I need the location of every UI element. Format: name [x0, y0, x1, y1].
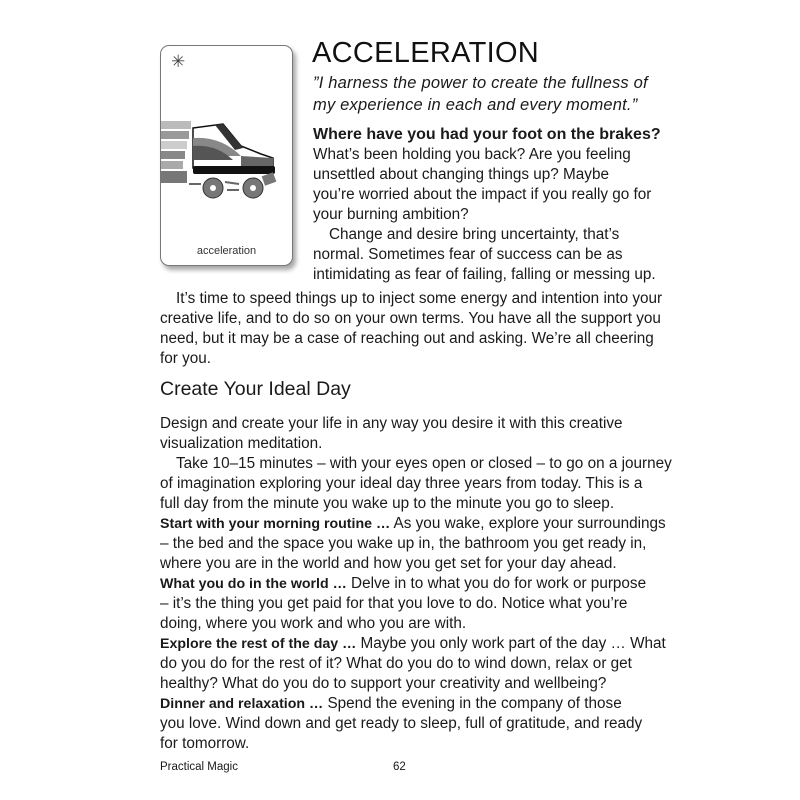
line-text: – the bed and the space you wake up in, the bathroom you get ready in,	[160, 535, 647, 552]
text-line	[160, 309, 661, 329]
line-text: you love. Wind down and get ready to sleep, full of gratitude, and ready	[160, 715, 643, 732]
card-label: acceleration	[196, 245, 257, 257]
line-text: It’s time to speed things up to inject some energy and intention into your	[176, 290, 663, 307]
text-line	[313, 185, 653, 205]
line-text: of imagination exploring your ideal day three years from today. This is a	[160, 475, 643, 492]
line-text: intimidating as fear of failing, falling or messing up.	[313, 266, 656, 283]
line-text: Maybe you only work part of the day … What	[356, 635, 666, 652]
lead-in: Explore the rest of the day …	[160, 636, 357, 652]
line-text: creative life, and to do so on your own terms. You have all the support you	[160, 310, 661, 327]
line-text: healthy? What do you do to support your creativity and wellbeing?	[160, 675, 607, 692]
lead-in: What you do in the world …	[160, 576, 347, 592]
lead-in: Dinner and relaxation …	[160, 696, 324, 712]
section-heading-ideal-day: Create Your Ideal Day	[160, 378, 351, 400]
line-text: visualization meditation.	[160, 435, 323, 452]
text-line	[160, 634, 666, 654]
text-line	[160, 514, 666, 534]
text-line	[160, 289, 663, 309]
line-text: – it’s the thing you get paid for that you love to do. Notice what you’re	[160, 595, 628, 612]
text-line	[160, 574, 650, 594]
line-text: unsettled about changing things up? Maybe	[313, 166, 609, 183]
text-line	[313, 265, 656, 285]
line-text: your burning ambition?	[313, 206, 469, 223]
text-line	[313, 205, 653, 225]
text-line	[160, 694, 650, 714]
text-line	[313, 225, 653, 245]
text-line	[160, 494, 650, 514]
text-line	[160, 349, 650, 369]
text-line	[160, 414, 650, 434]
affirmation-quote: ”I harness the power to create the fullness of my experience in each and every moment.”	[313, 74, 648, 114]
roller-skate-illustration	[161, 116, 292, 206]
text-line	[160, 674, 650, 694]
line-text: full day from the minute you wake up to the minute you go to sleep.	[160, 495, 615, 512]
text-line	[313, 165, 653, 185]
text-line	[160, 594, 650, 614]
line-text: do you do for the rest of it? What do you do to wind down, relax or get	[160, 655, 632, 672]
asterisk-icon: ✳	[171, 52, 186, 71]
line-text: Take 10–15 minutes – with your eyes open or closed – to go on a journey	[176, 455, 672, 472]
text-line	[160, 734, 650, 754]
text-line	[160, 329, 654, 349]
line-text: doing, where you work and who you are with.	[160, 615, 467, 632]
line-text: you’re worried about the impact if you really go for	[313, 186, 652, 203]
line-text: where you are in the world and how you get set for your day ahead.	[160, 555, 617, 572]
line-text: Design and create your life in any way you desire it with this creative	[160, 415, 623, 432]
section-brakes-continued	[160, 289, 663, 369]
section-heading: Where have you had your foot on the brakes?	[313, 126, 661, 143]
section-ideal-day	[160, 414, 672, 754]
line-text: What’s been holding you back? Are you feeling	[313, 146, 631, 163]
section-brakes	[313, 125, 661, 285]
page-number: 62	[393, 761, 406, 773]
line-text: need, but it may be a case of reaching out and asking. We’re all cheering	[160, 330, 654, 347]
line-text: for tomorrow.	[160, 735, 250, 752]
page-title: ACCELERATION	[312, 37, 540, 69]
text-line	[160, 714, 650, 734]
line-text: Change and desire bring uncertainty, that’s	[329, 226, 620, 243]
text-line	[313, 245, 653, 265]
text-line	[313, 145, 653, 165]
text-line	[160, 434, 650, 454]
lead-in: Start with your morning routine …	[160, 516, 391, 532]
text-line	[160, 614, 650, 634]
text-line	[160, 554, 650, 574]
text-line	[160, 534, 650, 554]
line-text: As you wake, explore your surroundings	[390, 515, 666, 532]
running-footer-title: Practical Magic	[160, 761, 238, 773]
line-text: Delve in to what you do for work or purpose	[346, 575, 647, 592]
line-text: for you.	[160, 350, 212, 367]
text-line	[160, 474, 650, 494]
line-text: normal. Sometimes fear of success can be as	[313, 246, 623, 263]
line-text: Spend the evening in the company of those	[323, 695, 622, 712]
oracle-card-image	[160, 45, 293, 266]
text-line	[160, 654, 650, 674]
text-line	[160, 454, 672, 474]
